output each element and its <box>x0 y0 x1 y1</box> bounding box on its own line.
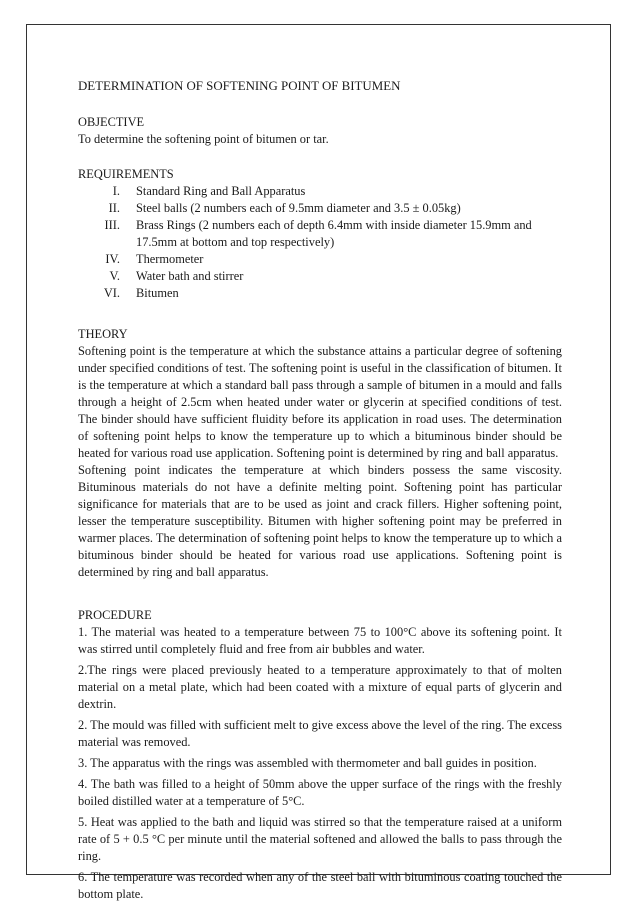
requirement-item <box>78 268 562 285</box>
objective-section <box>78 114 562 148</box>
document-body <box>78 78 562 907</box>
procedure-step: 6. The temperature was recorded when any of the steel ball with bituminous coating touched the bottom plate. <box>78 870 562 901</box>
requirement-number: VI. <box>103 286 120 300</box>
requirement-text: Brass Rings (2 numbers each of depth 6.4mm with inside diameter 15.9mm and 17.5mm at bottom and top respectively) <box>136 218 532 249</box>
requirement-text: Thermometer <box>136 252 204 266</box>
requirements-section <box>78 166 562 302</box>
requirements-heading: REQUIREMENTS <box>78 167 174 181</box>
procedure-step: 5. Heat was applied to the bath and liquid was stirred so that the temperature raised at a uniform rate of 5 + 0.5 °C per minute until the material softened and allowed the balls to pass through the ring. <box>78 815 562 863</box>
requirement-number: III. <box>104 218 120 232</box>
procedure-step: 2. The mould was filled with sufficient melt to give excess above the level of the ring. The excess material was removed. <box>78 718 562 749</box>
procedure-heading: PROCEDURE <box>78 608 152 622</box>
requirement-text: Water bath and stirrer <box>136 269 244 283</box>
requirement-item <box>78 183 562 200</box>
objective-heading: OBJECTIVE <box>78 115 145 129</box>
requirement-item <box>78 217 562 251</box>
requirement-number: II. <box>108 201 120 215</box>
document-title: DETERMINATION OF SOFTENING POINT OF BITUMEN <box>78 79 401 93</box>
procedure-step: 2.The rings were placed previously heated to a temperature approximately to that of molten material on a metal plate, which had been coated with a mixture of equal parts of glycerin and dextrin. <box>78 663 562 711</box>
theory-section <box>78 326 562 581</box>
requirement-item <box>78 251 562 268</box>
procedure-section <box>78 607 562 903</box>
requirement-item <box>78 285 562 302</box>
procedure-step: 1. The material was heated to a temperature between 75 to 100°C above its softening point. It was stirred until completely fluid and free from air bubbles and water. <box>78 625 562 656</box>
requirement-text: Steel balls (2 numbers each of 9.5mm diameter and 3.5 ± 0.05kg) <box>136 201 461 215</box>
theory-paragraph-1: Softening point is the temperature at which the substance attains a particular degree of softening under specified conditions of test. The softening point is useful in the classification of bitumen. It is the temperature at which a standard ball pass through a sample of bitumen in a mould and falls through a height of 2.5cm when heated under water or glycerin at specified conditions of test. The binder should have sufficient fluidity before its application in road uses. The determination of softening point helps to know the temperature up to which a bituminous binder should be heated for various road use application. Softening point is determined by ring and ball apparatus. <box>78 344 562 460</box>
requirement-text: Standard Ring and Ball Apparatus <box>136 184 306 198</box>
procedure-step: 4. The bath was filled to a height of 50mm above the upper surface of the rings with the freshly boiled distilled water at a temperature of 5°C. <box>78 777 562 808</box>
requirement-number: I. <box>112 184 120 198</box>
objective-text: To determine the softening point of bitumen or tar. <box>78 132 329 146</box>
requirement-number: IV. <box>105 252 120 266</box>
requirement-text: Bitumen <box>136 286 179 300</box>
requirement-item <box>78 200 562 217</box>
procedure-step: 3. The apparatus with the rings was assembled with thermometer and ball guides in position. <box>78 756 537 770</box>
theory-heading: THEORY <box>78 327 128 341</box>
theory-paragraph-2: Softening point indicates the temperature at which binders possess the same viscosity. Bituminous materials do not have a definite melting point. Softening point has particular significance for materials that are to be used as joint and crack fillers. Higher softening point, lesser the temperature susceptibility. Bitumen with higher softening point may be preferred in warmer places. The determination of softening point helps to know the temperature up to which a bituminous binder should be heated for various road use applications. Softening point is determined by ring and ball apparatus. <box>78 463 562 579</box>
requirements-list <box>78 183 562 302</box>
requirement-number: V. <box>109 269 120 283</box>
